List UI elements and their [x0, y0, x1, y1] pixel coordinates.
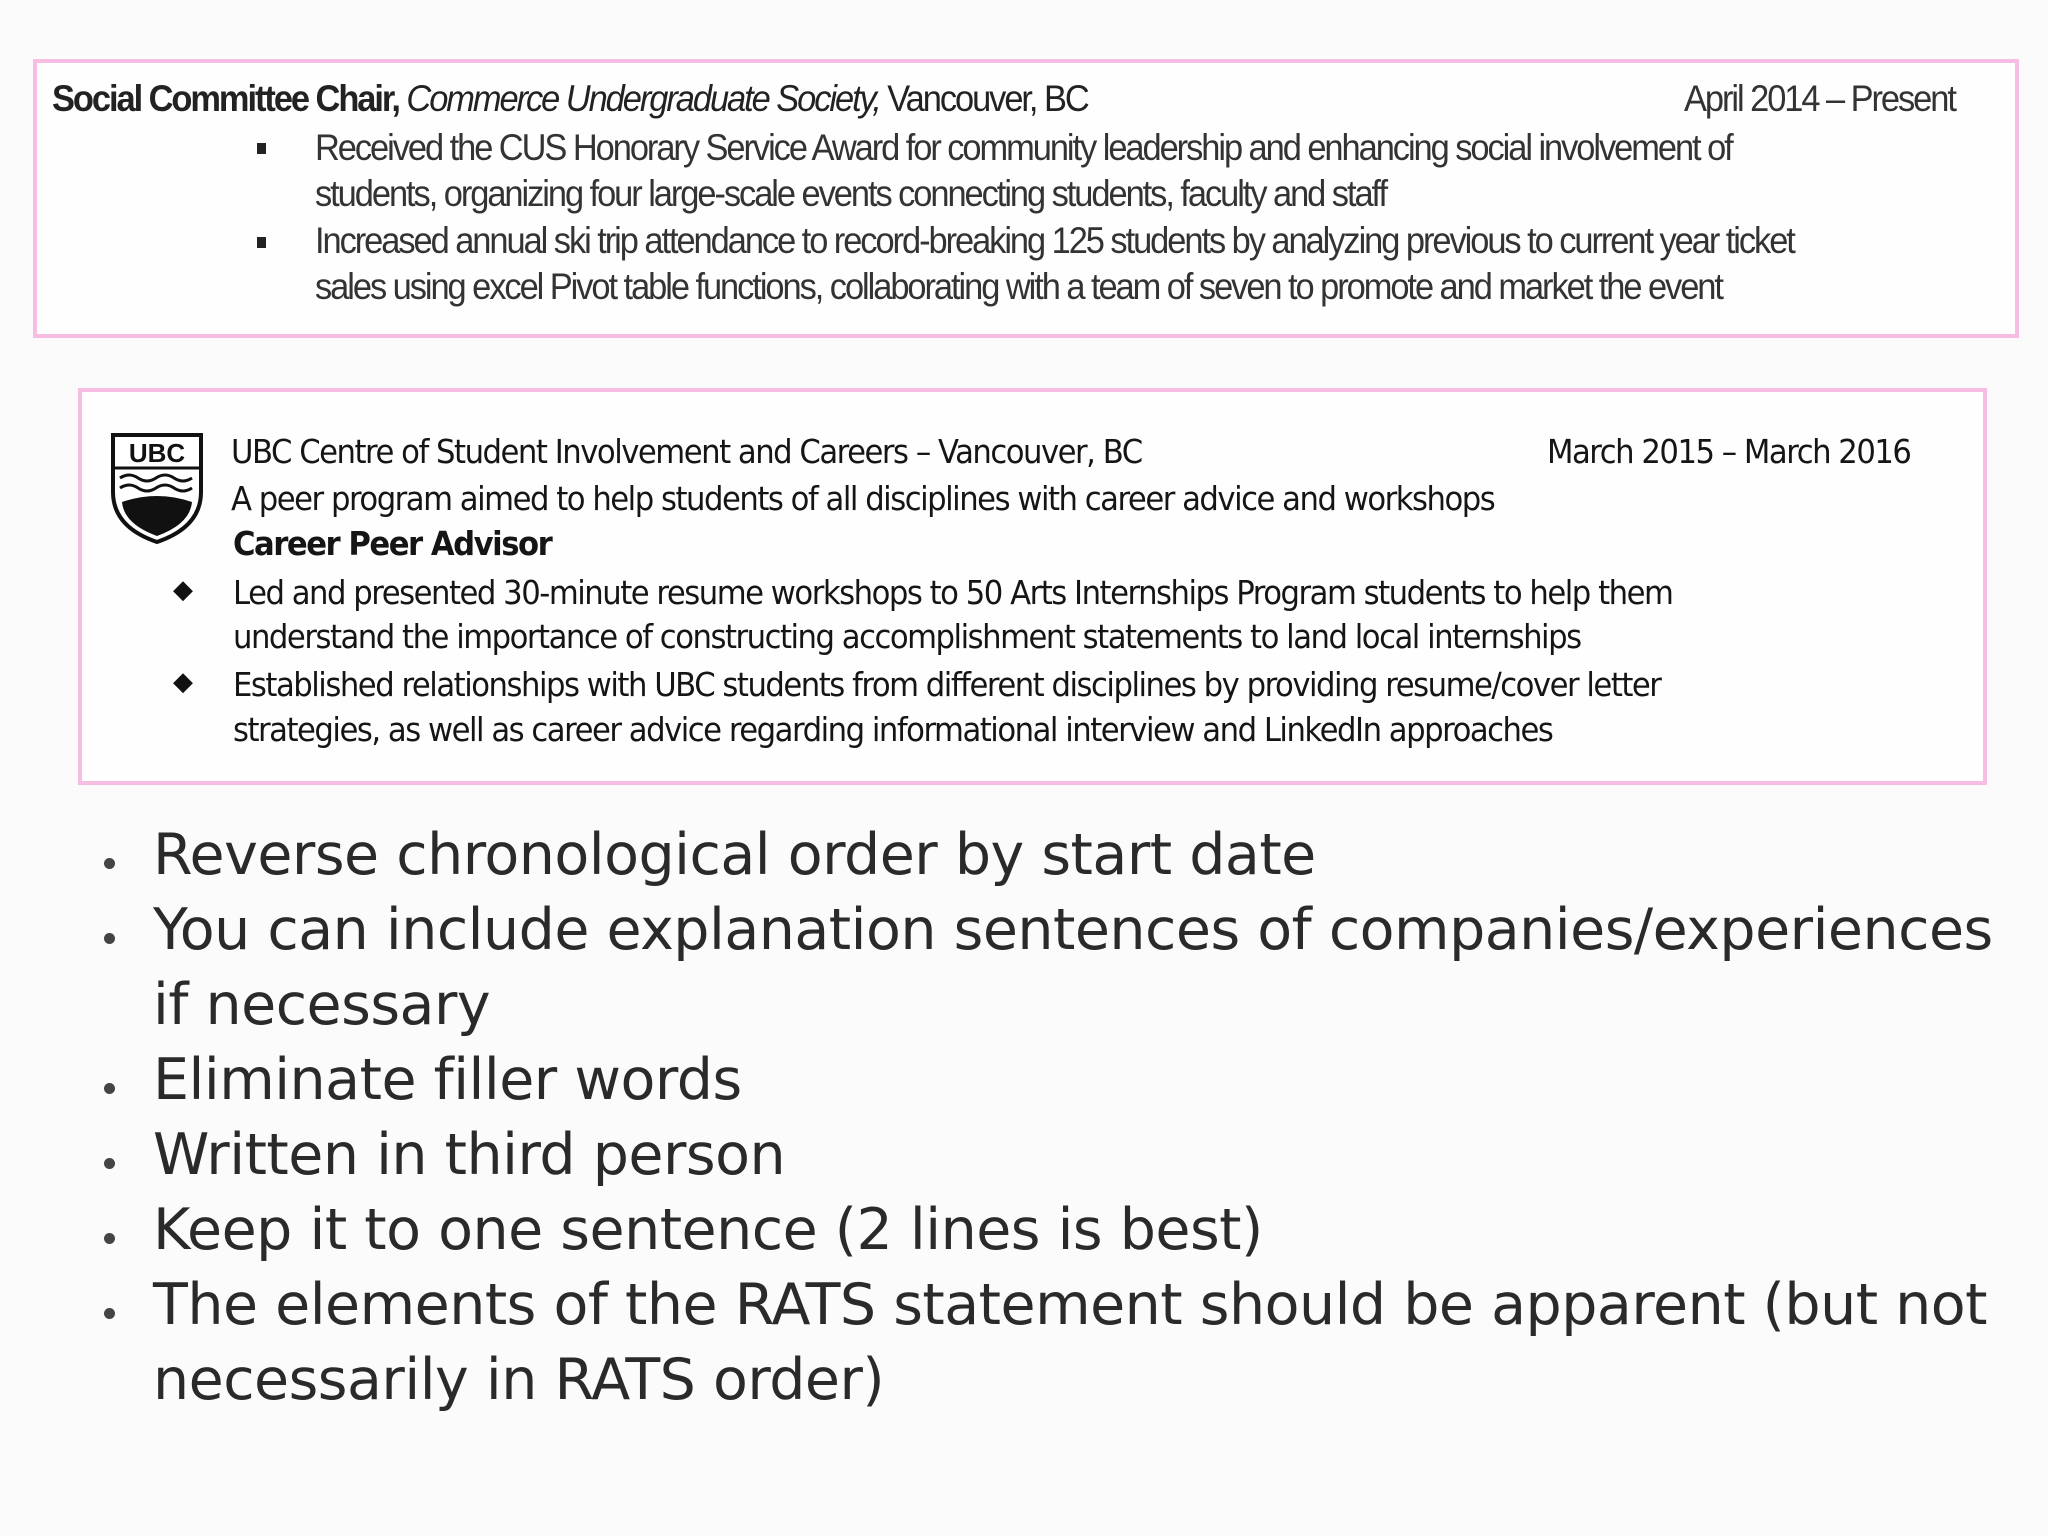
entry1-bullet-1-line-1: Received the CUS Honorary Service Award for community leadership and enhancing social involvement of: [315, 127, 1732, 168]
entry1-bullet-2-line-2: sales using excel Pivot table functions, collaborating with a team of seven to promote and market the event: [315, 266, 1722, 307]
bullet-dot-icon: [104, 1233, 115, 1244]
entry2-dates: March 2015 – March 2016: [1547, 432, 1911, 471]
entry1-title: Social Committee Chair,: [52, 78, 399, 119]
tip-text: The elements of the RATS statement should be apparent (but not: [153, 1272, 1988, 1338]
bullet-dot-icon: [104, 1083, 115, 1094]
entry1-org: Commerce Undergraduate Society,: [406, 78, 880, 119]
entry1-bullet-1-line-2: students, organizing four large-scale events connecting students, faculty and staff: [315, 173, 1386, 214]
bullet-dot-icon: [104, 1308, 115, 1319]
entry2-role: Career Peer Advisor: [233, 524, 552, 563]
bullet-dot-icon: [104, 1158, 115, 1169]
entry2-bullet-2-line-1: Established relationships with UBC students from different disciplines by providing resume/cover letter: [233, 665, 1661, 704]
entry2-description: A peer program aimed to help students of all disciplines with career advice and workshops: [231, 479, 1495, 518]
entry2-bullet-1-line-1: Led and presented 30-minute resume workshops to 50 Arts Internships Program students to help them: [233, 573, 1673, 612]
ubc-logo-icon: [110, 432, 204, 544]
entry2-bullet-1-line-2: understand the importance of constructing accomplishment statements to land local internships: [233, 617, 1581, 656]
tip-text: necessarily in RATS order): [153, 1347, 885, 1413]
tip-text: Keep it to one sentence (2 lines is best): [153, 1197, 1263, 1263]
bullet-dot-icon: [104, 933, 115, 944]
entry1-dates: April 2014 – Present: [1684, 78, 1955, 119]
entry1-bullet-2-line-1: Increased annual ski trip attendance to record-breaking 125 students by analyzing previous to current year ticket: [315, 220, 1794, 261]
entry2-bullet-2-line-2: strategies, as well as career advice regarding informational interview and LinkedIn approaches: [233, 710, 1553, 749]
svg-text:UBC: UBC: [128, 438, 186, 468]
tip-text: Written in third person: [153, 1122, 786, 1188]
entry1-location: Vancouver, BC: [887, 78, 1088, 119]
entry1-header: [52, 78, 1088, 120]
entry2-org-line: UBC Centre of Student Involvement and Careers – Vancouver, BC: [231, 432, 1142, 471]
bullet-diamond-icon: ◆: [173, 666, 193, 696]
bullet-square-icon: [257, 143, 266, 154]
tip-text: if necessary: [153, 972, 491, 1038]
tip-text: You can include explanation sentences of companies/experiences: [153, 897, 1993, 963]
tip-text: Eliminate filler words: [153, 1047, 742, 1113]
bullet-dot-icon: [104, 858, 115, 869]
bullet-square-icon: [257, 237, 266, 248]
bullet-diamond-icon: ◆: [173, 574, 193, 604]
tip-text: Reverse chronological order by start date: [153, 822, 1316, 888]
